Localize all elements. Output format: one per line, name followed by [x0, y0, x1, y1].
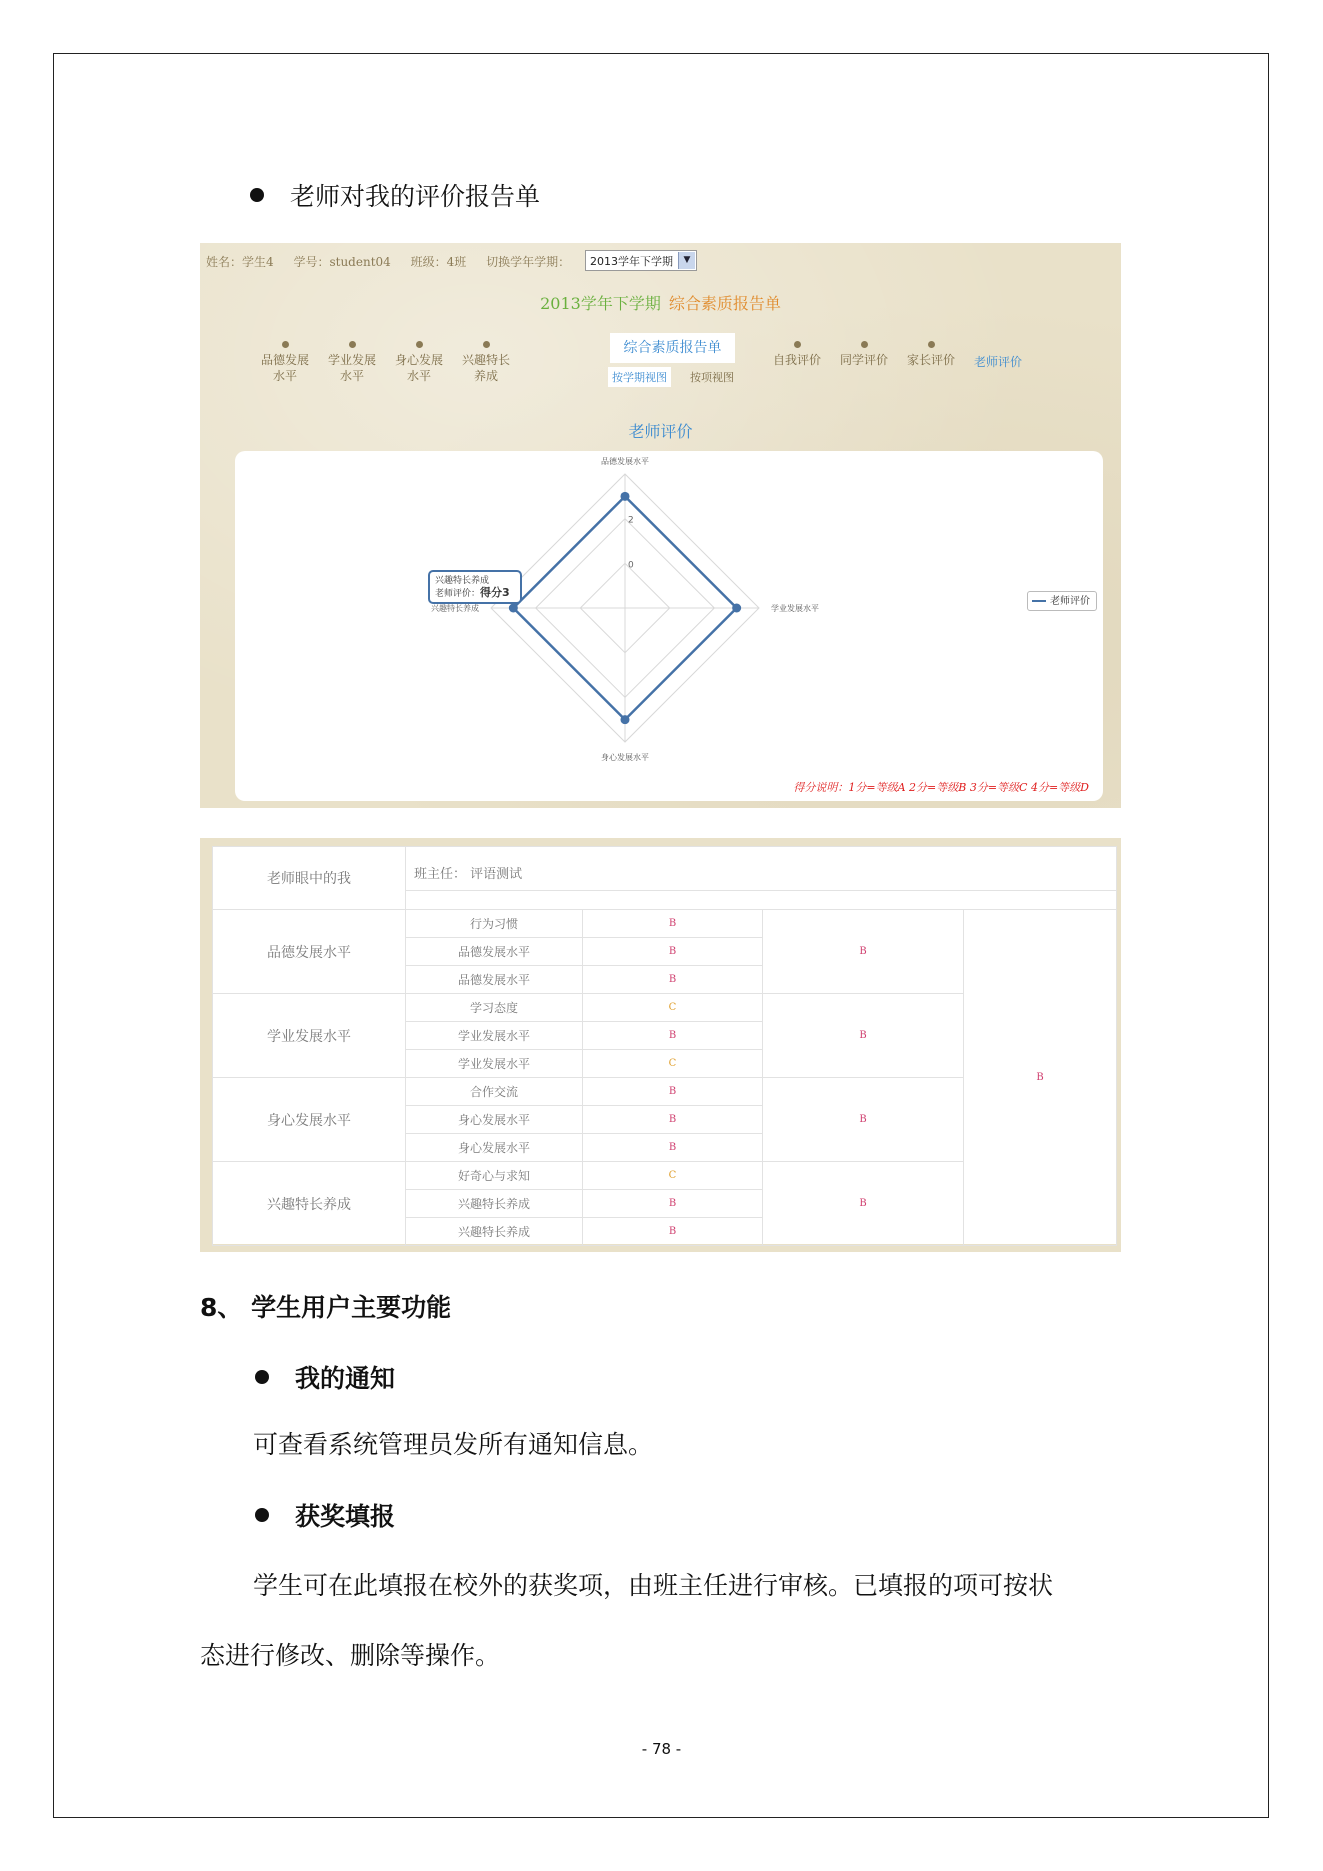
tooltip-title: 兴趣特长养成	[435, 576, 490, 586]
data-point	[621, 492, 630, 501]
grade-table	[212, 846, 1117, 1246]
item-grade: B	[583, 1078, 763, 1106]
nav-label-line2: 水平	[406, 369, 431, 383]
grade-table-screenshot	[200, 838, 1121, 1252]
bullet-icon	[250, 188, 264, 202]
nav-item-physical[interactable]	[387, 341, 451, 384]
item-cell: 身心发展水平	[406, 1134, 583, 1162]
item-grade: C	[583, 1050, 763, 1078]
category-grade: B	[763, 910, 964, 994]
item-cell: 行为习惯	[406, 910, 583, 938]
award-paragraph-line1: 学生可在此填报在校外的获奖项，由班主任进行审核。已填报的项可按状	[253, 1571, 1054, 1600]
dot-icon	[794, 341, 801, 348]
table-row	[213, 910, 1117, 938]
term-select-value: 2013学年下学期	[590, 255, 673, 268]
student-id: 学号：student04	[293, 255, 391, 269]
dot-icon	[928, 341, 935, 348]
heading-text: 我的通知	[295, 1364, 396, 1393]
nav-label: 老师评价	[973, 355, 1022, 369]
grade-table-panel	[212, 846, 1117, 1244]
term-select[interactable]	[585, 250, 697, 271]
item-grade: B	[583, 1106, 763, 1134]
view-by-item-button[interactable]: 按项视图	[690, 371, 734, 384]
radar-chart-panel	[235, 451, 1103, 801]
item-cell: 身心发展水平	[406, 1106, 583, 1134]
nav-item-peer-eval[interactable]	[832, 341, 896, 368]
item-cell: 兴趣特长养成	[406, 1218, 583, 1246]
category-grade: B	[763, 994, 964, 1078]
item-cell: 品德发展水平	[406, 938, 583, 966]
nav-label-line1: 兴趣特长	[461, 353, 510, 367]
nav-label-line2: 水平	[272, 369, 297, 383]
nav-item-moral[interactable]	[253, 341, 317, 384]
notice-paragraph: 可查看系统管理员发所有通知信息。	[253, 1430, 654, 1459]
section-title: 老师评价	[628, 422, 693, 441]
item-grade: B	[583, 1134, 763, 1162]
report-term: 2013学年下学期	[540, 294, 661, 313]
bullet-heading-notice	[255, 1359, 395, 1395]
heading-text: 老师对我的评价报告单	[290, 182, 541, 211]
dot-icon	[416, 341, 423, 348]
tick-label: 0	[628, 560, 634, 571]
legend-label: 老师评价	[1050, 596, 1090, 607]
dot-icon	[483, 341, 490, 348]
item-grade: B	[583, 1190, 763, 1218]
item-grade: C	[583, 994, 763, 1022]
nav-item-parent-eval[interactable]	[899, 341, 963, 368]
student-class: 班级：4班	[410, 255, 467, 269]
axis-label: 身心发展水平	[601, 753, 649, 762]
item-grade: B	[583, 1218, 763, 1246]
category-cell: 学业发展水平	[213, 994, 406, 1078]
chevron-down-icon[interactable]: ▼	[678, 252, 695, 269]
nav-label: 同学评价	[839, 353, 888, 367]
category-cell: 身心发展水平	[213, 1078, 406, 1162]
term-switch-label: 切换学年学期：	[486, 255, 571, 269]
heading-text: 获奖填报	[295, 1502, 396, 1531]
page-number: - 78 -	[641, 1740, 682, 1758]
nav-label-line1: 品德发展	[260, 353, 309, 367]
item-cell: 兴趣特长养成	[406, 1190, 583, 1218]
nav-label: 家长评价	[906, 353, 955, 367]
item-cell: 品德发展水平	[406, 966, 583, 994]
spacer-cell	[406, 891, 1117, 910]
report-title	[200, 291, 1121, 314]
item-cell: 学业发展水平	[406, 1022, 583, 1050]
radar-chart	[235, 451, 1103, 801]
axis-label: 学业发展水平	[771, 604, 819, 613]
student-info-bar	[206, 253, 586, 270]
item-grade: B	[583, 938, 763, 966]
tooltip-value: 得分3	[480, 586, 510, 599]
chart-legend[interactable]	[1027, 591, 1097, 611]
chart-tooltip	[428, 570, 522, 604]
nav-item-teacher-eval[interactable]	[966, 354, 1030, 370]
dot-icon	[349, 341, 356, 348]
data-point	[732, 604, 741, 613]
student-name: 姓名：学生4	[206, 255, 274, 269]
item-cell: 学习态度	[406, 994, 583, 1022]
item-grade: B	[583, 910, 763, 938]
item-grade: B	[583, 1022, 763, 1050]
bullet-icon	[255, 1370, 269, 1384]
category-cell: 品德发展水平	[213, 910, 406, 994]
nav-label: 自我评价	[772, 353, 821, 367]
category-cell: 兴趣特长养成	[213, 1162, 406, 1246]
nav-label-line2: 养成	[473, 369, 498, 383]
category-grade: B	[763, 1162, 964, 1246]
report-screenshot	[200, 243, 1121, 808]
item-cell: 学业发展水平	[406, 1050, 583, 1078]
axis-label: 品德发展水平	[601, 457, 649, 466]
tooltip-series: 老师评价：	[435, 589, 481, 599]
category-grade: B	[763, 1078, 964, 1162]
bullet-icon	[255, 1508, 269, 1522]
report-title-text: 综合素质报告单	[668, 294, 781, 313]
nav-label-line1: 身心发展	[394, 353, 443, 367]
nav-item-self-eval[interactable]	[765, 341, 829, 368]
award-paragraph-line2: 态进行修改、删除等操作。	[200, 1641, 501, 1670]
section-8-heading: 8、 学生用户主要功能	[200, 1293, 452, 1322]
item-cell: 好奇心与求知	[406, 1162, 583, 1190]
nav-item-interest[interactable]	[454, 341, 518, 384]
comment-label: 老师眼中的我	[213, 847, 406, 910]
view-by-term-button[interactable]: 按学期视图	[608, 367, 671, 387]
overall-grade: B	[964, 910, 1117, 1246]
nav-label-line2: 水平	[339, 369, 364, 383]
legend-line-icon	[1032, 600, 1046, 602]
nav-item-academic[interactable]	[320, 341, 384, 384]
bullet-heading-award	[255, 1497, 395, 1533]
tick-label: 2	[628, 515, 634, 526]
comment-text: 班主任： 评语测试	[406, 847, 1117, 891]
item-grade: C	[583, 1162, 763, 1190]
dot-icon	[861, 341, 868, 348]
data-point	[509, 604, 518, 613]
report-card-tab[interactable]: 综合素质报告单	[610, 333, 735, 363]
bullet-heading-teacher-report	[250, 177, 540, 213]
score-note: 得分说明：1分=等级A 2分=等级B 3分=等级C 4分=等级D	[793, 781, 1089, 794]
item-cell: 合作交流	[406, 1078, 583, 1106]
table-row	[213, 847, 1117, 891]
dot-icon	[282, 341, 289, 348]
axis-label: 兴趣特长养成	[431, 604, 479, 613]
nav-label-line1: 学业发展	[327, 353, 376, 367]
data-point	[621, 715, 630, 724]
item-grade: B	[583, 966, 763, 994]
